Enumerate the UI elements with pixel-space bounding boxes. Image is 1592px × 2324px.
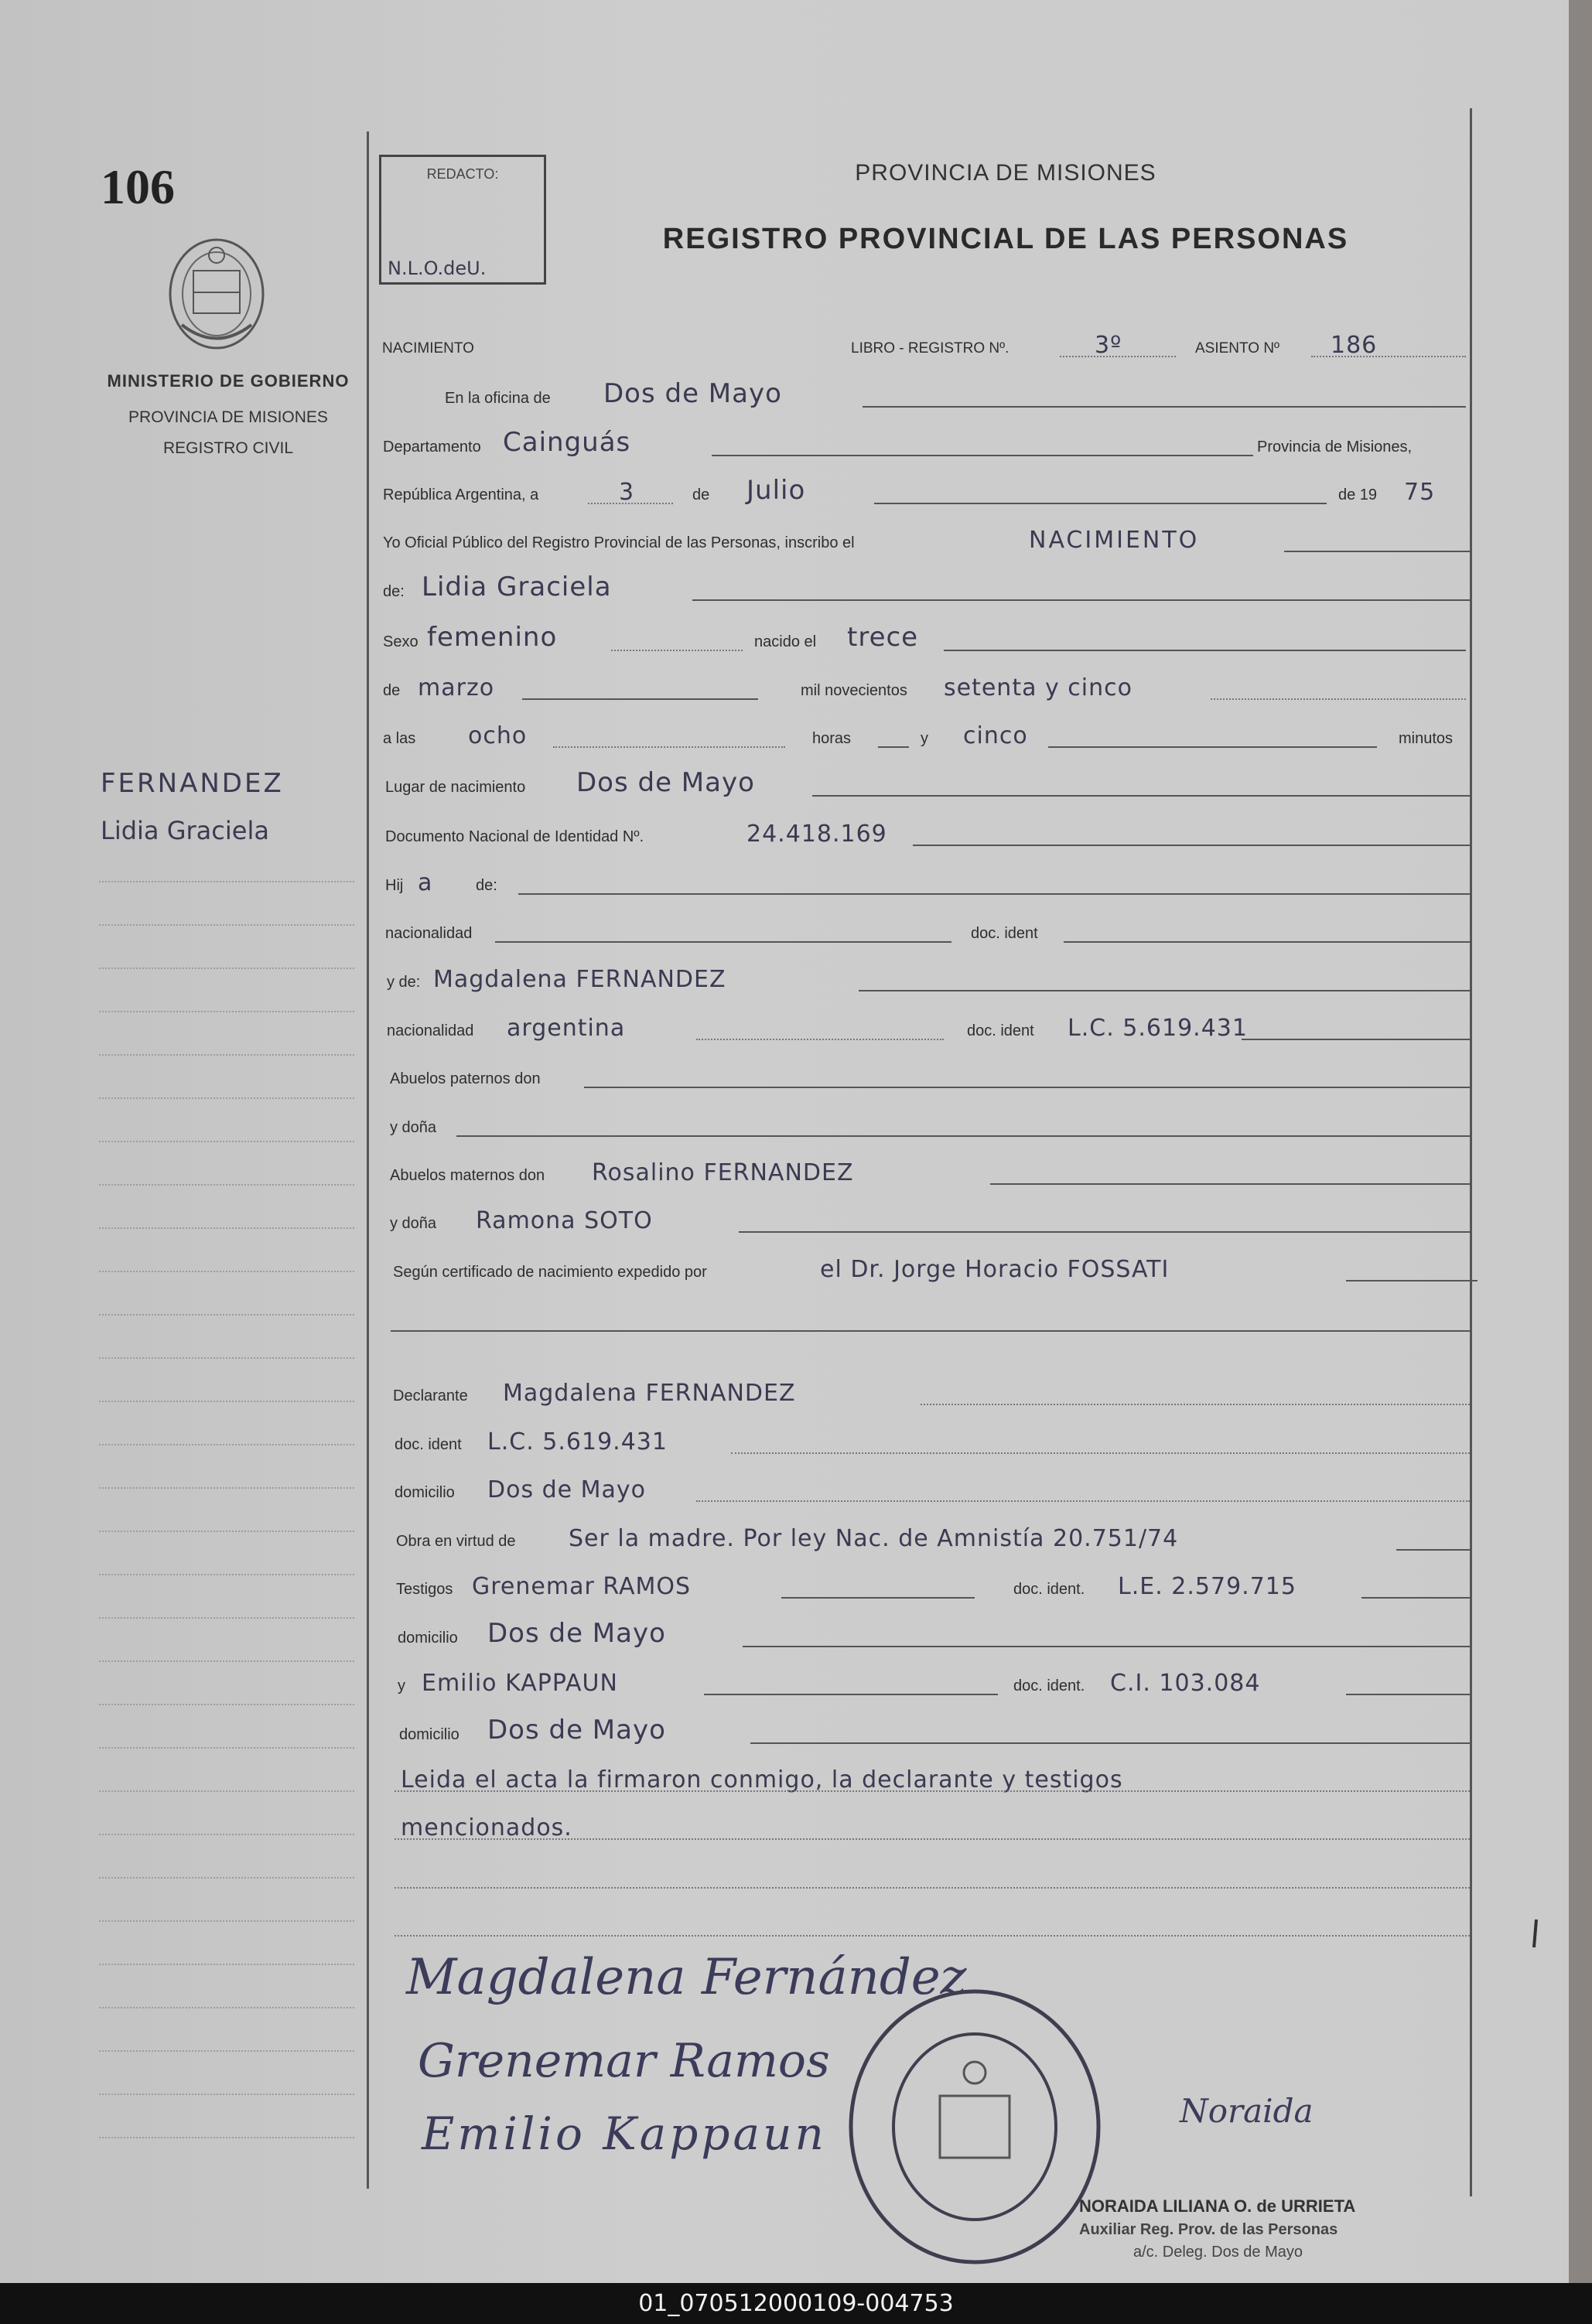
- row-nac-mes: [379, 667, 1470, 706]
- oficial-label: Yo Oficial Público del Registro Provincial de las Personas, inscribo el: [383, 534, 855, 551]
- pen-mark: [1532, 1918, 1539, 1949]
- dni-label: Documento Nacional de Identidad Nº.: [385, 828, 644, 845]
- y2-label: y: [398, 1677, 405, 1694]
- dec-dom-line: [696, 1500, 1470, 1502]
- t2-doc-line: [1346, 1694, 1470, 1695]
- abm-dona-label: y doña: [390, 1215, 437, 1232]
- padre-line: [518, 893, 1470, 895]
- abp-line: [584, 1087, 1470, 1088]
- t1-doc-line: [1361, 1597, 1470, 1599]
- row-sexo: [379, 619, 1470, 657]
- testigo2-value: Emilio KAPPAUN: [422, 1670, 618, 1697]
- row-testigo2: [379, 1663, 1470, 1701]
- row-oficina: [379, 375, 1470, 414]
- row-madre: [379, 959, 1470, 998]
- nac-mes-label: de: [383, 682, 401, 699]
- signature-official: Noraida: [1180, 2092, 1314, 2130]
- row-dni: [379, 814, 1470, 852]
- t1-dom-line: [743, 1646, 1470, 1647]
- abm-value: Rosalino FERNANDEZ: [592, 1159, 854, 1186]
- margin-given-name: Lidia Graciela: [101, 816, 269, 845]
- row-t1-dom: [379, 1615, 1470, 1653]
- t2-doc-label: doc. ident.: [1013, 1677, 1085, 1694]
- lugar-label: Lugar de nacimiento: [385, 779, 526, 796]
- row-abuelo-materno: [379, 1152, 1470, 1191]
- nac1-line: [495, 941, 951, 943]
- nac2-label: nacionalidad: [387, 1022, 474, 1039]
- right-border: [1470, 108, 1472, 2196]
- row-blank-2: [379, 1904, 1470, 1943]
- official-stamp: [1079, 2196, 1450, 2261]
- minutos-label: minutos: [1399, 730, 1454, 747]
- asiento-label: ASIENTO Nº: [1195, 340, 1279, 357]
- declarante-line: [921, 1404, 1470, 1405]
- row-obra: [379, 1518, 1470, 1557]
- row-lugar: [379, 764, 1470, 803]
- testigo1-line: [781, 1597, 975, 1599]
- nombre-line: [692, 599, 1470, 601]
- cert-line-2: [391, 1330, 1470, 1332]
- abp-dona-line: [456, 1135, 1470, 1137]
- row-abuelo-paterno: [379, 1056, 1470, 1094]
- row-departamento: [379, 424, 1470, 462]
- row-nac1: [379, 910, 1470, 949]
- signature-testigo-1: Grenemar Ramos: [418, 2034, 830, 2088]
- cert-line: [1346, 1280, 1478, 1281]
- departamento-line: [712, 455, 1253, 456]
- row-nac2: [379, 1008, 1470, 1046]
- coat-of-arms-icon: [159, 224, 275, 356]
- blank-rule-2: [395, 1935, 1470, 1937]
- oficina-value: Dos de Mayo: [603, 378, 782, 409]
- horas-label: horas: [812, 730, 852, 747]
- row-nombre: [379, 568, 1470, 607]
- lugar-value: Dos de Mayo: [576, 767, 755, 798]
- row-testigo1: [379, 1566, 1470, 1605]
- nacido-line: [944, 650, 1466, 651]
- horas-line: [878, 746, 909, 748]
- dni-line: [913, 845, 1470, 846]
- record-type-label: NACIMIENTO: [382, 340, 474, 357]
- stamp-name: NORAIDA LILIANA O. de URRIETA: [1079, 2196, 1356, 2216]
- margin-divider: [367, 131, 369, 2189]
- doc2-line: [1242, 1039, 1470, 1040]
- margin-surname: FERNANDEZ: [101, 768, 284, 799]
- row-closing-1: [379, 1759, 1478, 1798]
- row-certificado-2: [379, 1299, 1470, 1338]
- mil-line: [1211, 698, 1466, 700]
- abm-dona-line: [739, 1231, 1470, 1233]
- cert-value: el Dr. Jorge Horacio FOSSATI: [820, 1256, 1170, 1283]
- dia-value: 3: [619, 479, 635, 506]
- t2-dom-line: [750, 1742, 1470, 1744]
- abm-label: Abuelos maternos don: [390, 1167, 545, 1184]
- page-edge: [1569, 0, 1592, 2283]
- blank-rule-1: [395, 1887, 1470, 1889]
- row-fecha: [379, 472, 1470, 510]
- hijo-suffix: a: [418, 869, 433, 896]
- hijo-de-label: de:: [476, 877, 497, 894]
- testigos-label: Testigos: [396, 1581, 453, 1598]
- mil-label: mil novecientos: [801, 682, 907, 699]
- t1-dom-value: Dos de Mayo: [487, 1618, 666, 1649]
- sexo-value: femenino: [427, 622, 558, 653]
- dec-dom-value: Dos de Mayo: [487, 1476, 647, 1503]
- row-dec-dom: [379, 1469, 1470, 1508]
- t1-doc-label: doc. ident.: [1013, 1581, 1085, 1598]
- asiento-value: 186: [1331, 332, 1378, 359]
- madre-value: Magdalena FERNANDEZ: [433, 966, 726, 993]
- alas-value: ocho: [468, 722, 528, 749]
- abp-dona-label: y doña: [390, 1119, 437, 1136]
- de-label: de: [692, 486, 710, 503]
- redacto-label: REDACTO:: [426, 166, 499, 182]
- madre-label: y de:: [387, 974, 421, 991]
- registry-title: REGISTRO PROVINCIAL DE LAS PERSONAS: [662, 223, 1349, 255]
- minutos-value: cinco: [963, 722, 1028, 749]
- anio-value: 75: [1404, 479, 1436, 506]
- republica-label: República Argentina, a: [383, 486, 539, 503]
- obra-value: Ser la madre. Por ley Nac. de Amnistía 20.751/74: [569, 1525, 1179, 1552]
- image-id-bar: 01_070512000109-004753: [0, 2283, 1592, 2324]
- redacto-box: [379, 155, 546, 285]
- row-abuela-paterna: [379, 1104, 1470, 1143]
- ministry-name: MINISTERIO DE GOBIERNO: [107, 371, 350, 391]
- row-abuela-materna: [379, 1200, 1470, 1239]
- row-hora: [379, 715, 1470, 754]
- libro-value: 3º: [1095, 332, 1122, 359]
- oficina-line: [863, 406, 1466, 408]
- t2-dom-label: domicilio: [399, 1726, 459, 1743]
- mil-value: setenta y cinco: [944, 674, 1133, 701]
- nac-mes-value: marzo: [418, 674, 495, 701]
- margin-ruled-lines: [99, 839, 354, 2138]
- nac-mes-line: [522, 698, 758, 700]
- doc1-label: doc. ident: [971, 925, 1038, 942]
- provincia-label: Provincia de Misiones,: [1257, 439, 1413, 456]
- abp-label: Abuelos paternos don: [390, 1070, 541, 1087]
- madre-line: [859, 990, 1470, 991]
- minutos-line: [1048, 746, 1377, 748]
- row-hijo: [379, 862, 1470, 901]
- row-closing-2: [379, 1807, 1470, 1846]
- declarante-value: Magdalena FERNANDEZ: [503, 1380, 796, 1407]
- closing-line-2: mencionados.: [401, 1814, 572, 1841]
- nacido-label: nacido el: [754, 633, 817, 650]
- cert-label: Según certificado de nacimiento expedido por: [393, 1264, 707, 1281]
- dni-value: 24.418.169: [746, 821, 887, 848]
- declarante-label: Declarante: [393, 1387, 468, 1404]
- t1-doc-value: L.E. 2.579.715: [1118, 1573, 1296, 1600]
- y-label: y: [921, 730, 928, 747]
- nombre-label: de:: [383, 583, 405, 600]
- signature-testigo-2: Emilio Kappaun: [422, 2107, 827, 2160]
- dec-doc-line: [731, 1452, 1470, 1454]
- inscribo-line: [1284, 551, 1470, 552]
- doc1-line: [1064, 941, 1470, 943]
- abm-line: [990, 1183, 1470, 1185]
- libro-label: LIBRO - REGISTRO Nº.: [851, 340, 1010, 357]
- ministry-registry: REGISTRO CIVIL: [162, 439, 294, 457]
- ministry-province: PROVINCIA DE MISIONES: [128, 408, 328, 426]
- oficina-label: En la oficina de: [445, 390, 551, 407]
- t2-doc-value: C.I. 103.084: [1110, 1670, 1261, 1697]
- doc2-value: L.C. 5.619.431: [1068, 1015, 1248, 1042]
- signature-declarante: Magdalena Fernández: [406, 1949, 967, 2006]
- obra-label: Obra en virtud de: [396, 1533, 516, 1550]
- alas-line: [553, 746, 785, 748]
- nac2-line: [696, 1039, 944, 1040]
- departamento-value: Cainguás: [503, 427, 631, 458]
- obra-line: [1396, 1549, 1470, 1551]
- mes-line: [874, 503, 1327, 504]
- stamp-role: Auxiliar Reg. Prov. de las Personas: [1079, 2221, 1338, 2238]
- nac1-label: nacionalidad: [385, 925, 473, 942]
- dec-dom-label: domicilio: [395, 1484, 455, 1501]
- sexo-label: Sexo: [383, 633, 418, 650]
- abm-dona-value: Ramona SOTO: [476, 1207, 653, 1234]
- page-number: 106: [101, 159, 175, 214]
- closing-line-2-rule: [395, 1838, 1470, 1840]
- redacto-value: N.L.O.deU.: [388, 258, 487, 279]
- anio-label: de 19: [1338, 486, 1378, 503]
- nacido-value: trece: [847, 622, 919, 653]
- departamento-label: Departamento: [383, 439, 481, 456]
- row-libro: [379, 325, 1470, 363]
- row-dec-doc: [379, 1421, 1470, 1460]
- nombre-value: Lidia Graciela: [422, 572, 612, 602]
- closing-line-1-rule: [395, 1790, 1470, 1792]
- mes-value: Julio: [746, 475, 806, 506]
- t2-dom-value: Dos de Mayo: [487, 1715, 666, 1746]
- doc2-label: doc. ident: [967, 1022, 1034, 1039]
- row-t2-dom: [379, 1711, 1470, 1750]
- t1-dom-label: domicilio: [398, 1630, 458, 1647]
- testigo2-line: [704, 1694, 998, 1695]
- dec-doc-label: doc. ident: [395, 1436, 462, 1453]
- stamp-office: a/c. Deleg. Dos de Mayo: [1133, 2244, 1303, 2261]
- row-oficial: [379, 520, 1470, 558]
- province-title: PROVINCIA DE MISIONES: [855, 160, 1156, 186]
- registry-seal-icon: [832, 1980, 1118, 2274]
- row-certificado: [379, 1249, 1478, 1288]
- row-declarante: [379, 1373, 1470, 1411]
- testigo1-value: Grenemar RAMOS: [472, 1573, 692, 1600]
- inscribo-value: NACIMIENTO: [1029, 527, 1200, 554]
- nac2-value: argentina: [507, 1015, 626, 1042]
- alas-label: a las: [383, 730, 416, 747]
- hijo-label: Hij: [385, 877, 404, 894]
- closing-line-1: Leida el acta la firmaron conmigo, la declarante y testigos: [401, 1766, 1123, 1793]
- sexo-line: [611, 650, 743, 651]
- row-blank-1: [379, 1856, 1470, 1895]
- lugar-line: [812, 795, 1470, 797]
- dec-doc-value: L.C. 5.619.431: [487, 1428, 668, 1455]
